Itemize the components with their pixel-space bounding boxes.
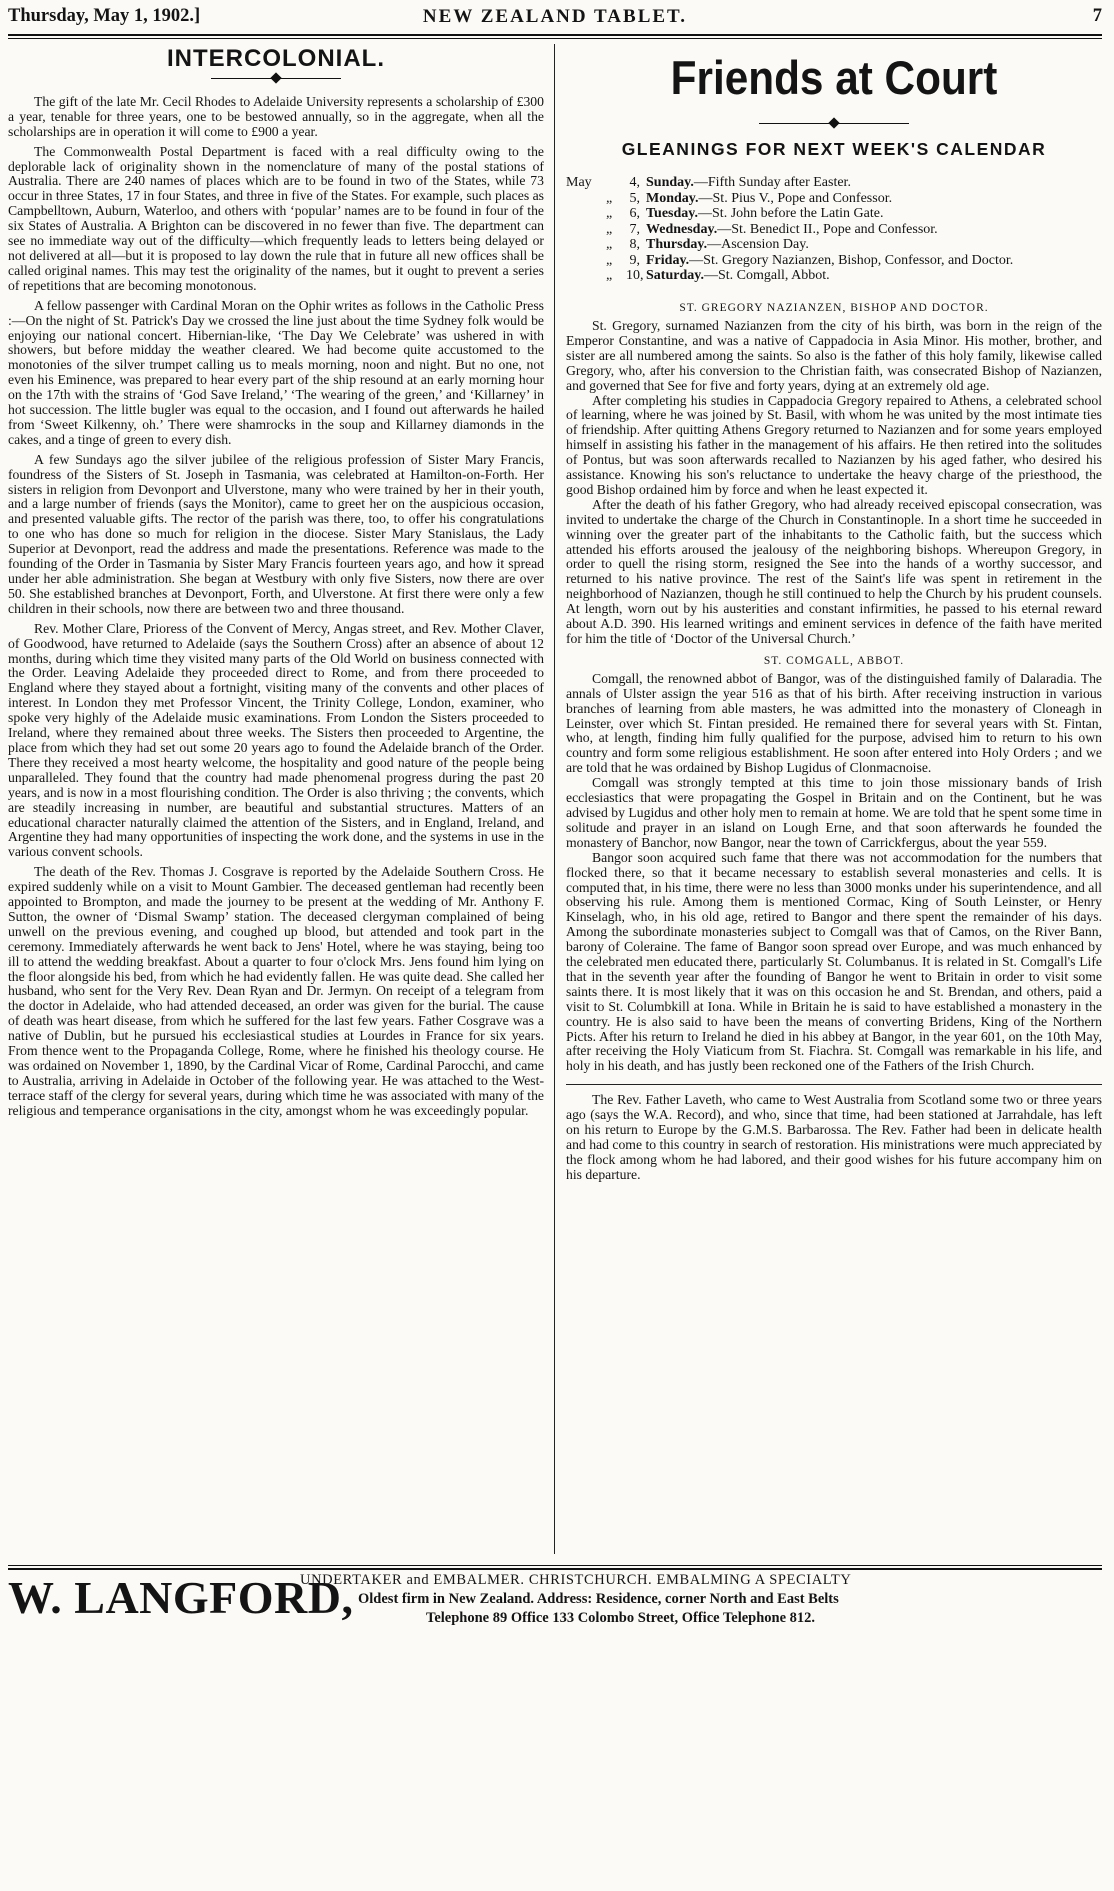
calendar-feast: —St. John before the Latin Gate. bbox=[698, 206, 884, 222]
calendar-day: 9, bbox=[629, 252, 640, 268]
right-column bbox=[566, 52, 1102, 1183]
calendar-month bbox=[566, 253, 606, 269]
gregory-para: St. Gregory, surnamed Nazianzen from the city of his birth, was born in the reign of the Emperor Constantine, and was a native of Cappadocia in Asia Minor. His mother, brother, and sister are all numbered among the saints. So also is the father of this holy family, likewise called Gregory, who, after his conversion to the Christian faith, was consecrated Bishop of Nazianzen, and governed that See for five and forty years, dying at an extremely old age. bbox=[566, 317, 1102, 393]
calendar-month: May bbox=[566, 174, 592, 190]
heading-ornament bbox=[211, 73, 341, 85]
calendar-ditto: „ bbox=[606, 252, 613, 268]
calendar-weekday: Wednesday. bbox=[646, 221, 718, 237]
calendar-entry bbox=[646, 237, 1102, 253]
gregory-para: After the death of his father Gregory, who had already received episcopal consecration, was invited to undertake the charge of the Church in Constantinople. In a short time he succeeded in winning over the greater part of the inhabitants to the Catholic faith, but the success which attended his efforts aroused the jealousy of the neighboring bishops. Whereupon Gregory, in order to quell the rising storm, resigned the See into the hands of a worthy successor, and returned to his native province. The rest of the Saint's life was spent in retirement in the neighborhood of Nazianzen, though he still continued to help the Church by his prudent counsels. At length, worn out by his austerities and constant infirmities, he passed to his eternal reward about A.D. 390. His learned writings and eminent services in defence of the faith have merited for him the title of ‘Doctor of the Universal Church.’ bbox=[566, 496, 1102, 646]
intercolonial-para: The Commonwealth Postal Department is faced with a real difficulty owing to the deplorable lack of originality shown in the nomenclature of many of the postal stations of Australia. There are 240 names of places which are to be found in two of the States, while 73 occur in three States, 17 in four States, and three in five of the States. For example, such places as Campbelltown, Auburn, Waterloo, and others with ‘popular’ names are to be found in four of the six States of Australia. A Brighton can be discovered in no fewer than five. The department can see no immediate way out of the difficulty—which frequently leads to letters being delayed or not delivered at all—but it is proposed to lay down the rule that in future all new offices shall be called original names. This may test the originality of the names, but it ought to prevent a series of repetitions that are becoming monotonous. bbox=[8, 143, 544, 293]
calendar-entry bbox=[646, 206, 1102, 222]
comgall-para: Comgall, the renowned abbot of Bangor, was of the distinguished family of Dalaradia. The annals of Ulster assign the year 516 as that of his birth. After receiving instruction in various branches of learning from able masters, he was admitted into the monastery of Cloneagh in Leinster, over which St. Fintan presided. He remained there for several years with St. Fintan, who, at length, finding him fully qualified for the purpose, advised him to return to his own country and form some religious establishment. He soon after entered into Holy Orders ; and we are told that he was ordained by Bishop Lugidus of Clonmacnoise. bbox=[566, 670, 1102, 776]
masthead-title: NEW ZEALAND TABLET. bbox=[422, 6, 688, 27]
advert-line-1: UNDERTAKER and EMBALMER. CHRISTCHURCH. EMBALMING A SPECIALTY bbox=[300, 1572, 852, 1588]
advert-line-3: Telephone 89 Office 133 Colombo Street, Office Telephone 812. bbox=[426, 1610, 816, 1626]
gregory-para: After completing his studies in Cappadocia Gregory repaired to Athens, a celebrated school of learning, where he was joined by St. Basil, with whom he was united by the most intimate ties of friendship. After quitting Athens Gregory returned to Nazianzen and for some years employed himself in assisting his father in the management of his affairs. He then retired into the solitudes of Pontus, but was soon afterwards recalled to Nazianzen by his aged father, who desired his assistance. Knowing his son's reluctance to undertake the heavy charge of the priesthood, the good Bishop ordained him by force and when he least expected it. bbox=[566, 392, 1102, 497]
calendar-subheading: GLEANINGS FOR NEXT WEEK'S CALENDAR bbox=[621, 139, 1047, 159]
calendar-weekday: Tuesday. bbox=[646, 206, 699, 222]
calendar-row bbox=[566, 253, 1102, 269]
calendar-feast: —St. Pius V., Pope and Confessor. bbox=[698, 190, 893, 206]
calendar-month bbox=[566, 222, 606, 238]
calendar-row bbox=[566, 268, 1102, 284]
page-number: 7 bbox=[1092, 6, 1102, 26]
calendar-ditto: „ bbox=[606, 206, 613, 222]
advert-rule bbox=[8, 1565, 1102, 1570]
calendar-ditto bbox=[606, 175, 626, 191]
calendar-feast: —St. Gregory Nazianzen, Bishop, Confessor, and Doctor. bbox=[689, 252, 1014, 268]
masthead-date: Thursday, May 1, 1902.] bbox=[8, 6, 201, 26]
calendar-list bbox=[566, 175, 1102, 284]
calendar-ditto: „ bbox=[606, 190, 613, 206]
calendar-weekday: Monday. bbox=[646, 190, 699, 206]
friends-at-court-heading: Friends at Court bbox=[670, 51, 998, 104]
calendar-day: 7, bbox=[629, 221, 640, 237]
intercolonial-para: A fellow passenger with Cardinal Moran on the Ophir writes as follows in the Catholic Press :—On the night of St. Patrick's Day we crossed the line just about the time Sydney folk would be enjoying our national concert. Hibernian-like, ‘The Day We Celebrate’ was ushered in with showers, but before midday the weather cleared. We had become quite accustomed to the monotonies of the silver trumpet calling us to meals morning, noon and night. But no one, not even his Eminence, was prepared to hear every part of the ship resound at an early morning hour on the 17th with the strains of ‘God Save Ireland,’ ‘The wearing of the green,’ and ‘Killarney’ in hot succession. The little bugler was equal to the occasion, and I found out afterwards he hailed from ‘Sweet Kilkenny, oh.’ There were shamrocks in the soup and Killarney diamonds in the cakes, and a tinge of green to every dish. bbox=[8, 297, 544, 447]
intercolonial-para: Rev. Mother Clare, Prioress of the Convent of Mercy, Angas street, and Rev. Mother Claver, of Goodwood, have returned to Adelaide (says the Southern Cross) after an absence of about 12 months, during which time they visited many parts of the Old World on business connected with the Order. Leaving Adelaide they proceeded direct to Rome, and from there proceeded to England where they stayed about a fortnight, visiting many of the convents and other places of interest. In London they met Professor Vincent, the Trinity College, London, examiner, who spoke very highly of the Adelaide music examinations. From London the Sisters proceeded to Ireland, where they remained about three weeks. The Sisters then proceeded to Argentine, the place from which they had set out some 20 years ago to found the Adelaide branch of the Order. There they received a most hearty welcome, the hospitality and good nature of the people being unparalleled. They found that the country had made phenomenal progress during the past 20 years, and is now in a most flourishing condition. The Order is also thriving ; the convents, which are steadily increasing in number, are beautiful and substantial structures. Matters of an educational character naturally claimed the attention of the Sisters, and in England, Ireland, and Argentine they had many opportunities of inspecting the work done, and the systems in use in the various convent schools. bbox=[8, 620, 544, 860]
calendar-weekday: Friday. bbox=[646, 252, 690, 268]
section-divider bbox=[566, 1084, 1102, 1085]
section-title: ST. COMGALL, ABBOT. bbox=[763, 654, 905, 667]
comgall-para: Bangor soon acquired such fame that there was not accommodation for the numbers that flocked there, so that it became necessary to establish several monasteries and cells. It is computed that, in his time, there were no less than 3000 monks under his superintendence, and all observing his rule. Among them is mentioned Cormac, King of South Leinster, or Henry Kinselagh, who, in his old age, retired to Bangor and there spent the remainder of his days. Among the subordinate monasteries subject to Comgall was that of Camos, on the River Bann, barony of Coleraine. The fame of Bangor soon spread over Europe, and was much enhanced by the celebrated men educated there, particularly St. Columbanus. It is related in St. Comgall's Life that in the seventh year after the founding of Bangor he went to Britain in order to visit some saints there. It is most likely that it was on this occasion he and St. Brendan, and others, paid a visit to St. Columbkill at Iona. While in Britain he is said to have established a monastery in the country. He is also said to have been the means of converting Bridens, King of the Northern Picts. After his return to Ireland he died in his abbey at Bangor, in the year 601, on the 10th May, after receiving the Holy Viaticum from St. Fiachra. St. Comgall was remarkable in his life, and holy in his death, and has justly been reckoned one of the Fathers of the Irish Church. bbox=[566, 849, 1102, 1074]
intercolonial-para: A few Sundays ago the silver jubilee of the religious profession of Sister Mary Francis, foundress of the Sisters of St. Joseph in Tasmania, was celebrated at Hamilton-on-Forth. Her sisters in religion from Devonport and Ulverstone, many who were trained by her in their youth, and a large number of friends (says the Monitor), came to greet her on the auspicious occasion, and presented valuable gifts. The rector of the parish was there, too, to offer his congratulations to one who has done so much for religion in the diocese. Sister Mary Stanislaus, the Lady Superior at Devonport, read the address and made the presentations. Reference was made to the founding of the Order in Tasmania by Sister Mary Francis fourteen years ago, and how it spread under her able administration. She began at Westbury with only five Sisters, now there are over 50. She established branches at Devonport, Forth, and Ulverstone. At first there were only a few children in their schools, now there are between two and three thousand. bbox=[8, 451, 544, 616]
left-column bbox=[8, 45, 544, 1119]
calendar-ditto: „ bbox=[606, 268, 613, 284]
calendar-entry bbox=[646, 268, 1102, 284]
calendar-row bbox=[566, 191, 1102, 207]
masthead-rule bbox=[8, 34, 1102, 39]
calendar-feast: —St. Benedict II., Pope and Confessor. bbox=[717, 221, 938, 237]
calendar-feast: —Fifth Sunday after Easter. bbox=[693, 174, 851, 190]
masthead bbox=[8, 4, 1102, 30]
column-divider bbox=[554, 44, 555, 1554]
calendar-entry bbox=[646, 191, 1102, 207]
section-title: ST. GREGORY NAZIANZEN, BISHOP AND DOCTOR. bbox=[679, 302, 989, 315]
calendar-month bbox=[566, 268, 606, 284]
calendar-month bbox=[566, 206, 606, 222]
intercolonial-para: The gift of the late Mr. Cecil Rhodes to Adelaide University represents a scholarship of £300 a year, tenable for three years, one to be bestowed annually, so in the aggregate, when all the scholarships are in operation it will come to £900 a year. bbox=[8, 93, 544, 139]
calendar-month bbox=[566, 191, 606, 207]
advert-line-2: Oldest firm in New Zealand. Address: Residence, corner North and East Belts bbox=[358, 1591, 839, 1607]
calendar-entry bbox=[646, 253, 1102, 269]
intercolonial-heading: INTERCOLONIAL. bbox=[167, 45, 385, 72]
calendar-row bbox=[566, 222, 1102, 238]
calendar-weekday: Thursday. bbox=[646, 237, 708, 253]
calendar-row bbox=[566, 237, 1102, 253]
calendar-month bbox=[566, 237, 606, 253]
heading-ornament bbox=[759, 118, 909, 130]
calendar-day: 4, bbox=[629, 174, 640, 190]
calendar-row bbox=[566, 175, 1102, 191]
calendar-row bbox=[566, 206, 1102, 222]
laveth-para: The Rev. Father Laveth, who came to West Australia from Scotland some two or three years ago (says the W.A. Record), and who, since that time, had been stationed at Jarrahdale, has left on his return to Europe by the G.M.S. Barbarossa. The Rev. Father had been in delicate health and had come to this country in search of restoration. His ministrations were much appreciated by the flock among whom he had labored, and their good wishes for his future accompany him on his departure. bbox=[566, 1092, 1102, 1182]
calendar-entry bbox=[646, 222, 1102, 238]
calendar-feast: —St. Comgall, Abbot. bbox=[703, 268, 830, 284]
calendar-weekday: Saturday. bbox=[646, 268, 704, 284]
calendar-weekday: Sunday. bbox=[646, 174, 694, 190]
comgall-para: Comgall was strongly tempted at this time to join those missionary bands of Irish ecclesiastics that were propagating the Gospel in Britain and on the Continent, but he was advised by Lugidus and other holy men to remain at home. We are told that he spent some time in solitude and prayer in an island on Lough Erne, and that soon afterwards he founded the monastery of Banchor, now Bangor, near the town of Carrickfergus, about the year 559. bbox=[566, 775, 1102, 850]
langford-advert bbox=[8, 1572, 1108, 1642]
calendar-day: 8, bbox=[629, 237, 640, 253]
calendar-ditto: „ bbox=[606, 237, 613, 253]
calendar-entry bbox=[646, 175, 1102, 191]
calendar-day: 6, bbox=[629, 206, 640, 222]
calendar-ditto: „ bbox=[606, 221, 613, 237]
calendar-day: 10, bbox=[626, 268, 644, 284]
calendar-feast: —Ascension Day. bbox=[707, 237, 809, 253]
calendar-day: 5, bbox=[629, 190, 640, 206]
intercolonial-para: The death of the Rev. Thomas J. Cosgrave is reported by the Adelaide Southern Cross. He expired suddenly while on a visit to Mount Gambier. The deceased gentleman had recently been appointed to Brompton, and made the journey to be present at the wedding of Mr. Anthony F. Sutton, the owner of ‘Dismal Swamp’ station. The deceased clergyman complained of being unwell on the previous evening, and coughed up blood, but attended and took part in the ceremony. Immediately afterwards he went back to Jens' Hotel, where he was staying, being too ill to attend the wedding breakfast. About a quarter to four o'clock Mrs. Jens found him lying on the floor alongside his bed, from which he had evidently fallen. He was quite dead. She called her husband, who sent for the Very Rev. Dean Ryan and Dr. Jermyn. On receipt of a telegram from the doctor in Adelaide, who had attended deceased, an order was given for the burial. The cause of death was heart disease, from which he suffered for the last few years. Father Cosgrave was a native of Dublin, but he pursued his ecclesiastical studies at Lourdes in France for six years. From thence went to the Propaganda College, Rome, where he finished his theology course. He was ordained on November 1, 1890, by the Cardinal Vicar of Rome, Cardinal Parocchi, and came to Australia, arriving in Adelaide in October of the following year. He was attached to the West-terrace staff of the clergy for several years, during which time he was associated with many of the religious and temperance organisations in the city, amongst whom he was exceedingly popular. bbox=[8, 864, 544, 1118]
advert-name: W. LANGFORD, bbox=[8, 1572, 354, 1623]
